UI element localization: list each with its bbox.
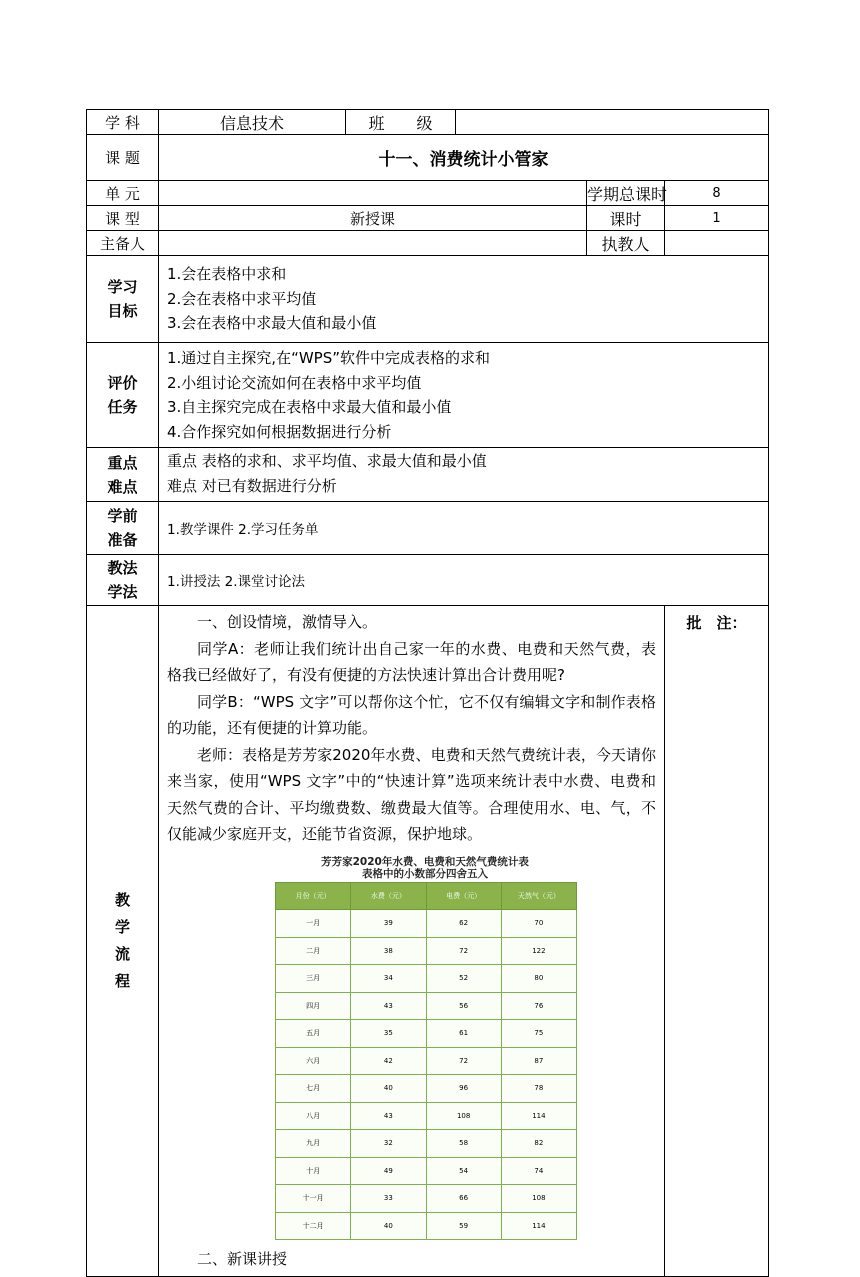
total-hours-label: 学期总课时 — [587, 181, 665, 206]
fee-table-cell: 54 — [426, 1157, 501, 1185]
flow-label-char: 流 — [114, 944, 130, 963]
task-item: 1.通过自主探究,在“WPS”软件中完成表格的求和 — [167, 349, 491, 367]
type-label: 课 型 — [87, 206, 159, 231]
tasks-label — [87, 343, 159, 448]
fee-table-cell: 35 — [351, 1020, 426, 1048]
tasks-list — [159, 343, 769, 448]
key-point-item: 难点 对已有数据进行分析 — [167, 476, 337, 495]
objective-item: 3.会在表格中求最大值和最小值 — [167, 314, 377, 333]
task-item: 3.自主探究完成在表格中求最大值和最小值 — [167, 398, 452, 416]
fee-table-cell: 72 — [426, 937, 501, 965]
fee-table-title: 芳芳家2020年水费、电费和天然气费统计表 — [321, 855, 529, 868]
topic-row — [87, 135, 769, 181]
fee-table-cell: 42 — [351, 1047, 426, 1075]
objectives-label-line1: 学习 — [107, 278, 138, 296]
fee-table-cell: 八月 — [276, 1102, 351, 1130]
fee-table-cell: 32 — [351, 1130, 426, 1158]
tasks-row — [87, 343, 769, 448]
flow-paragraph: 一、创设情境，激情导入。 — [197, 613, 378, 631]
fee-table-cell: 43 — [351, 1102, 426, 1130]
fee-table-cell: 34 — [351, 965, 426, 993]
class-label: 班 级 — [346, 110, 456, 135]
fee-table-row — [276, 937, 577, 965]
fee-table-row — [276, 1047, 577, 1075]
fee-table-row — [276, 1185, 577, 1213]
fee-table-cell: 87 — [501, 1047, 576, 1075]
preparation-label — [87, 502, 159, 555]
fee-table-cell: 40 — [351, 1075, 426, 1103]
fee-table-image — [271, 856, 579, 1241]
total-hours-value: 8 — [665, 181, 769, 206]
flow-paragraph: 同学B：“WPS 文字”可以帮你这个忙，它不仅有编辑文字和制作表格的功能，还有便捷的计算功能。 — [167, 692, 656, 737]
fee-table-cell: 十二月 — [276, 1212, 351, 1240]
fee-table-cell: 78 — [501, 1075, 576, 1103]
unit-row — [87, 181, 769, 206]
fee-table-cell: 58 — [426, 1130, 501, 1158]
fee-table-header: 月份（元） — [276, 882, 351, 910]
preparation-label-line2: 准备 — [107, 531, 138, 549]
objective-item: 2.会在表格中求平均值 — [167, 289, 317, 308]
flow-paragraph: 同学A：老师让我们统计出自己家一年的水费、电费和天然气费，表格我已经做好了，有没有便捷的方法快速计算出合计费用呢? — [167, 639, 656, 684]
fee-table-cell: 六月 — [276, 1047, 351, 1075]
fee-table-cell: 一月 — [276, 910, 351, 938]
hours-value: 1 — [665, 206, 769, 231]
fee-table — [275, 882, 577, 1241]
fee-table-cell: 52 — [426, 965, 501, 993]
tasks-label-line2: 任务 — [107, 398, 138, 416]
methods-label-line1: 教法 — [107, 559, 138, 577]
tasks-label-line1: 评价 — [107, 374, 138, 392]
fee-table-cell: 38 — [351, 937, 426, 965]
flow-paragraph: 二、新课讲授 — [197, 1250, 288, 1268]
fee-table-cell: 108 — [426, 1102, 501, 1130]
fee-table-cell: 56 — [426, 992, 501, 1020]
key-points-label-line1: 重点 — [107, 453, 138, 472]
fee-table-header: 电费（元） — [426, 882, 501, 910]
fee-table-cell: 114 — [501, 1212, 576, 1240]
preparer-row — [87, 231, 769, 256]
fee-table-cell: 82 — [501, 1130, 576, 1158]
type-row — [87, 206, 769, 231]
objectives-label — [87, 256, 159, 343]
methods-label-line2: 学法 — [107, 583, 138, 601]
fee-table-cell: 四月 — [276, 992, 351, 1020]
fee-table-cell: 108 — [501, 1185, 576, 1213]
objective-item: 1.会在表格中求和 — [167, 265, 287, 284]
fee-table-header: 水费（元） — [351, 882, 426, 910]
fee-table-cell: 76 — [501, 992, 576, 1020]
objectives-row — [87, 256, 769, 343]
teaching-flow-content — [159, 606, 665, 1277]
fee-table-row — [276, 1075, 577, 1103]
fee-table-row — [276, 1020, 577, 1048]
fee-table-row — [276, 1102, 577, 1130]
fee-table-cell: 三月 — [276, 965, 351, 993]
fee-table-cell: 49 — [351, 1157, 426, 1185]
subject-label: 学 科 — [87, 110, 159, 135]
fee-table-row — [276, 992, 577, 1020]
key-points-label-line2: 难点 — [107, 477, 138, 496]
lesson-plan-sheet — [86, 109, 768, 1277]
hours-label: 课时 — [587, 206, 665, 231]
fee-table-cell: 十月 — [276, 1157, 351, 1185]
key-points-list — [159, 448, 769, 502]
fee-table-cell: 七月 — [276, 1075, 351, 1103]
fee-table-cell: 114 — [501, 1102, 576, 1130]
fee-table-row — [276, 1130, 577, 1158]
fee-table-row — [276, 965, 577, 993]
preparation-row — [87, 502, 769, 555]
fee-table-cell: 九月 — [276, 1130, 351, 1158]
fee-table-body — [276, 910, 577, 1240]
teaching-flow-row — [87, 606, 769, 1277]
preparer-label: 主备人 — [87, 231, 159, 256]
methods-row — [87, 555, 769, 606]
fee-table-cell: 80 — [501, 965, 576, 993]
objectives-label-line2: 目标 — [107, 302, 138, 320]
preparation-label-line1: 学前 — [107, 507, 138, 525]
fee-table-header: 天然气（元） — [501, 882, 576, 910]
topic-value: 十一、消费统计小管家 — [159, 135, 769, 181]
fee-table-row — [276, 1157, 577, 1185]
fee-table-cell: 59 — [426, 1212, 501, 1240]
lesson-plan-table — [86, 109, 769, 1277]
fee-table-cell: 72 — [426, 1047, 501, 1075]
fee-table-row — [276, 1212, 577, 1240]
task-item: 4.合作探究如何根据数据进行分析 — [167, 422, 392, 441]
fee-table-row — [276, 910, 577, 938]
fee-table-cell: 61 — [426, 1020, 501, 1048]
fee-table-cell: 二月 — [276, 937, 351, 965]
type-value: 新授课 — [159, 206, 587, 231]
objectives-list — [159, 256, 769, 343]
topic-label: 课 题 — [87, 135, 159, 181]
note-label: 批 注： — [665, 606, 769, 1277]
subject-row — [87, 110, 769, 135]
fee-table-cell: 75 — [501, 1020, 576, 1048]
subject-value: 信息技术 — [159, 110, 346, 135]
fee-table-header-row — [276, 882, 577, 910]
fee-table-cell: 122 — [501, 937, 576, 965]
fee-table-cell: 70 — [501, 910, 576, 938]
fee-table-subtitle: 表格中的小数部分四舍五入 — [362, 867, 488, 880]
task-item: 2.小组讨论交流如何在表格中求平均值 — [167, 373, 422, 392]
flow-label-char: 学 — [114, 917, 130, 936]
unit-label: 单 元 — [87, 181, 159, 206]
fee-table-cell: 五月 — [276, 1020, 351, 1048]
fee-table-cell: 62 — [426, 910, 501, 938]
fee-table-cell: 43 — [351, 992, 426, 1020]
preparation-text: 1.教学课件 2.学习任务单 — [159, 502, 769, 555]
flow-label-char: 教 — [114, 890, 130, 909]
fee-table-cell: 40 — [351, 1212, 426, 1240]
fee-table-cell: 39 — [351, 910, 426, 938]
fee-table-cell: 66 — [426, 1185, 501, 1213]
key-points-row — [87, 448, 769, 502]
methods-label — [87, 555, 159, 606]
fee-table-cell: 96 — [426, 1075, 501, 1103]
key-point-item: 重点 表格的求和、求平均值、求最大值和最小值 — [167, 452, 487, 470]
teacher-label: 执教人 — [587, 231, 665, 256]
flow-paragraph: 老师：表格是芳芳家2020年水费、电费和天然气费统计表，今天请你来当家，使用“WPS 文字”中的“快速计算”选项来统计表中水费、电费和天然气费的合计、平均缴费数、缴费最大值等。合理使用水、电、气，不仅能减少家庭开支，还能节省资源，保护地球。 — [167, 745, 656, 843]
fee-table-cell: 十一月 — [276, 1185, 351, 1213]
teacher-value — [665, 231, 769, 256]
fee-table-cell: 33 — [351, 1185, 426, 1213]
teaching-flow-label — [87, 606, 159, 1277]
fee-table-cell: 74 — [501, 1157, 576, 1185]
unit-value — [159, 181, 587, 206]
key-points-label — [87, 448, 159, 502]
methods-text: 1.讲授法 2.课堂讨论法 — [159, 555, 769, 606]
flow-label-char: 程 — [114, 971, 130, 990]
class-value — [456, 110, 769, 135]
preparer-value — [159, 231, 587, 256]
